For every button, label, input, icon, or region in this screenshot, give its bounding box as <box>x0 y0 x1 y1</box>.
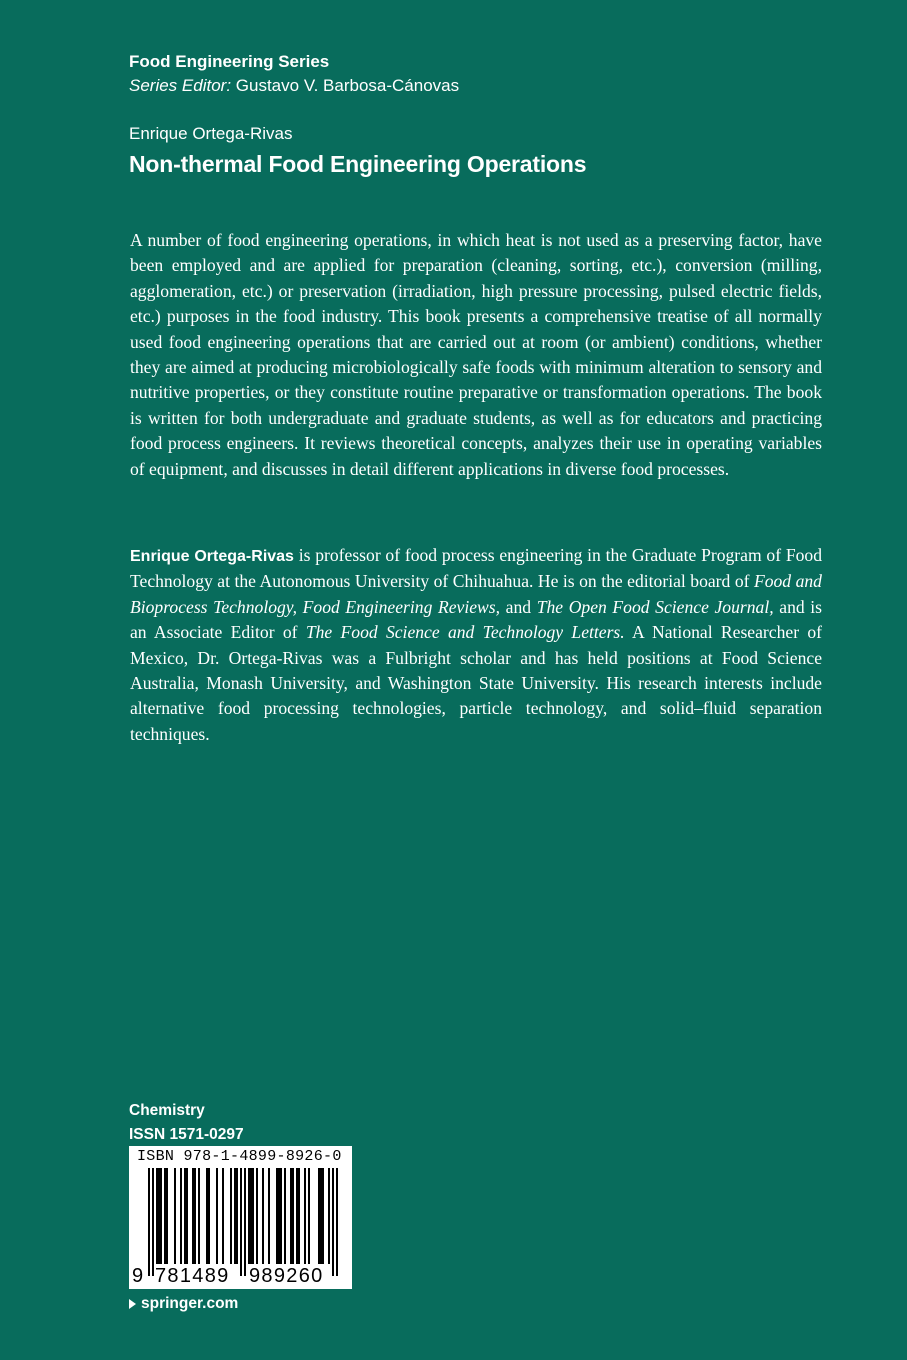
bio-journal-2: The Open Food Science Journal, <box>536 596 774 617</box>
barcode-isbn-text: ISBN 978-1-4899-8926-0 <box>137 1148 342 1165</box>
barcode-left-digits: 781489 <box>155 1265 230 1287</box>
book-author: Enrique Ortega-Rivas <box>129 124 293 143</box>
isbn-barcode <box>129 1146 352 1289</box>
author-bio <box>130 543 822 747</box>
publisher-url: springer.com <box>141 1295 239 1312</box>
bio-text-4: A National Researcher of Mexico, Dr. Ortega-Rivas was a Fulbright scholar and has held positions at Food Science Australia, Monash University, and Washington State University. His research interests include alternative food processing technologies, particle technology, and solid–fluid separation techniques. <box>130 622 822 744</box>
series-editor <box>129 74 459 98</box>
bio-journal-3: The Food Science and Technology Letters. <box>305 622 625 643</box>
series-block <box>129 50 459 98</box>
bio-text-3: and is an Associate Editor of <box>130 596 823 643</box>
arrow-right-icon <box>129 1299 136 1309</box>
book-description: A number of food engineering operations, in which heat is not used as a preserving factor, have been employed and are applied for preparation (cleaning, sorting, etc.), conversion (milling, agglomeration, etc.) or preservation (irradiation, high pressure processing, pulsed electric fields, etc.) purposes in the food industry. This book presents a comprehensive treatise of all normally used food engineering operations that are carried out at room (or ambient) conditions, whether they are aimed at producing microbiologically safe foods with minimum alteration to sensory and nutritive properties, or they constitute routine preparative or transformation operations. The book is written for both undergraduate and graduate students, as well as for educators and practicing food process engineers. It reviews theoretical concepts, analyzes their use in operating variables of equipment, and discusses in detail different applications in diverse food processes. <box>130 230 822 479</box>
bio-author-name: Enrique Ortega-Rivas <box>130 548 294 565</box>
bio-text-2: and <box>500 596 537 617</box>
barcode-digits <box>129 1264 352 1289</box>
barcode-right-digits: 989260 <box>249 1265 324 1287</box>
publisher-link[interactable] <box>129 1293 238 1315</box>
book-title: Non-thermal Food Engineering Operations <box>129 151 587 177</box>
subject-category: Chemistry <box>129 1102 205 1119</box>
series-title: Food Engineering Series <box>129 52 330 71</box>
series-editor-label: Series Editor: <box>129 76 232 95</box>
series-editor-name: Gustavo V. Barbosa-Cánovas <box>235 76 460 95</box>
bio-text-1: is professor of food process engineering in the Graduate Program of Food Technology at the Autonomous University of Chihuahua. He is on the editorial board of <box>130 545 822 592</box>
bio-journal-1: Food and Bioprocess Technology, Food Engineering Reviews, <box>130 571 822 617</box>
issn-label: ISSN 1571-0297 <box>129 1126 244 1143</box>
barcode-lead-digit: 9 <box>132 1265 144 1287</box>
